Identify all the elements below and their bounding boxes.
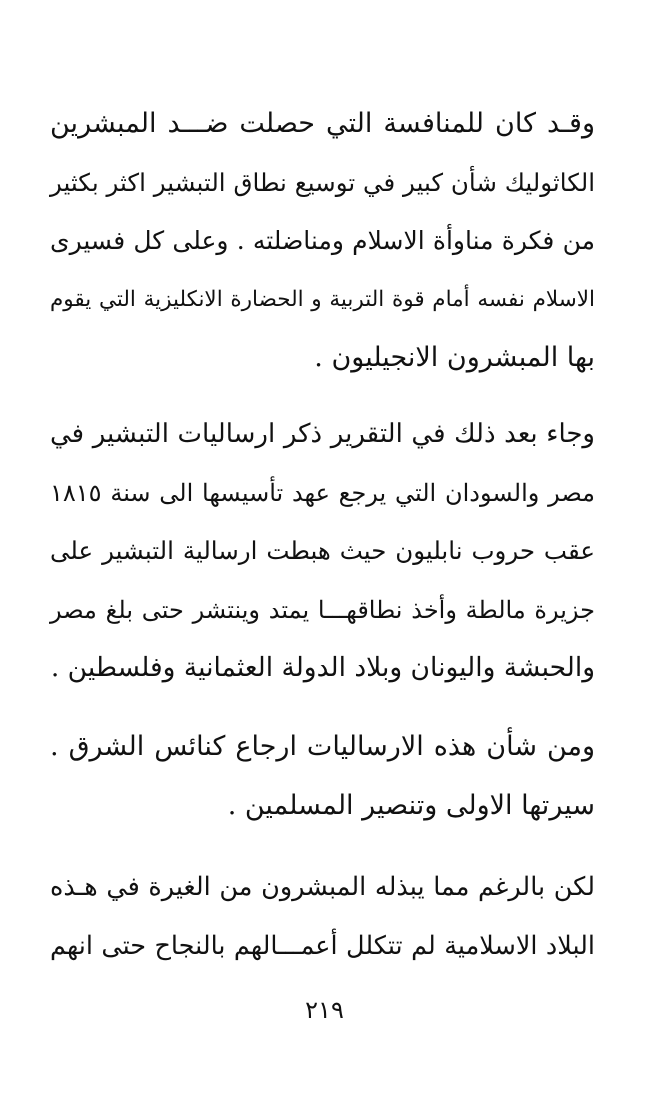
text-line: وجاء بعد ذلك في التقرير ذكر ارساليات التبشير في — [50, 419, 595, 449]
page-number: ٢١٩ — [305, 996, 344, 1024]
text-line: بها المبشرون الانجيليون . — [314, 342, 595, 373]
text-line: الاسلام نفسه أمام قوة التربية و الحضارة الانكليزية التي يقوم — [50, 286, 595, 312]
text-line: لكن بالرغم مما يبذله المبشرون من الغيرة في هـذه — [50, 872, 595, 902]
text-line: عقب حروب نابليون حيث هبطت ارسالية التبشير على — [50, 536, 595, 565]
text-line: والحبشة واليونان وبلاد الدولة العثمانية وفلسطين . — [50, 652, 595, 683]
text-line: من فكرة مناوأة الاسلام ومناضلته . وعلى كل فسيرى — [50, 226, 595, 255]
text-line: وقـد كان للمنافسة التي حصلت ضـــد المبشرين — [50, 108, 595, 139]
text-line: ومن شأن هذه الارساليات ارجاع كنائس الشرق . — [50, 731, 595, 762]
paragraph-1 — [50, 95, 595, 388]
text-line: سيرتها الاولى وتنصير المسلمين . — [227, 789, 595, 821]
text-line: مصر والسودان التي يرجع عهد تأسيسها الى سنة ١٨١٥ — [50, 478, 595, 507]
paragraph-2 — [50, 405, 595, 698]
text-line: الكاثوليك شأن كبير في توسيع نطاق التبشير اكثر بكثير — [50, 167, 595, 197]
paragraph-3 — [50, 718, 595, 835]
text-line: البلاد الاسلامية لم تتكلل أعمـــالهم بالنجاح حتى انهم — [50, 930, 595, 961]
paragraph-4 — [50, 858, 595, 975]
text-line: جزيرة مالطة وأخذ نطاقهـــا يمتد وينتشر حتى بلغ مصر — [50, 595, 595, 624]
